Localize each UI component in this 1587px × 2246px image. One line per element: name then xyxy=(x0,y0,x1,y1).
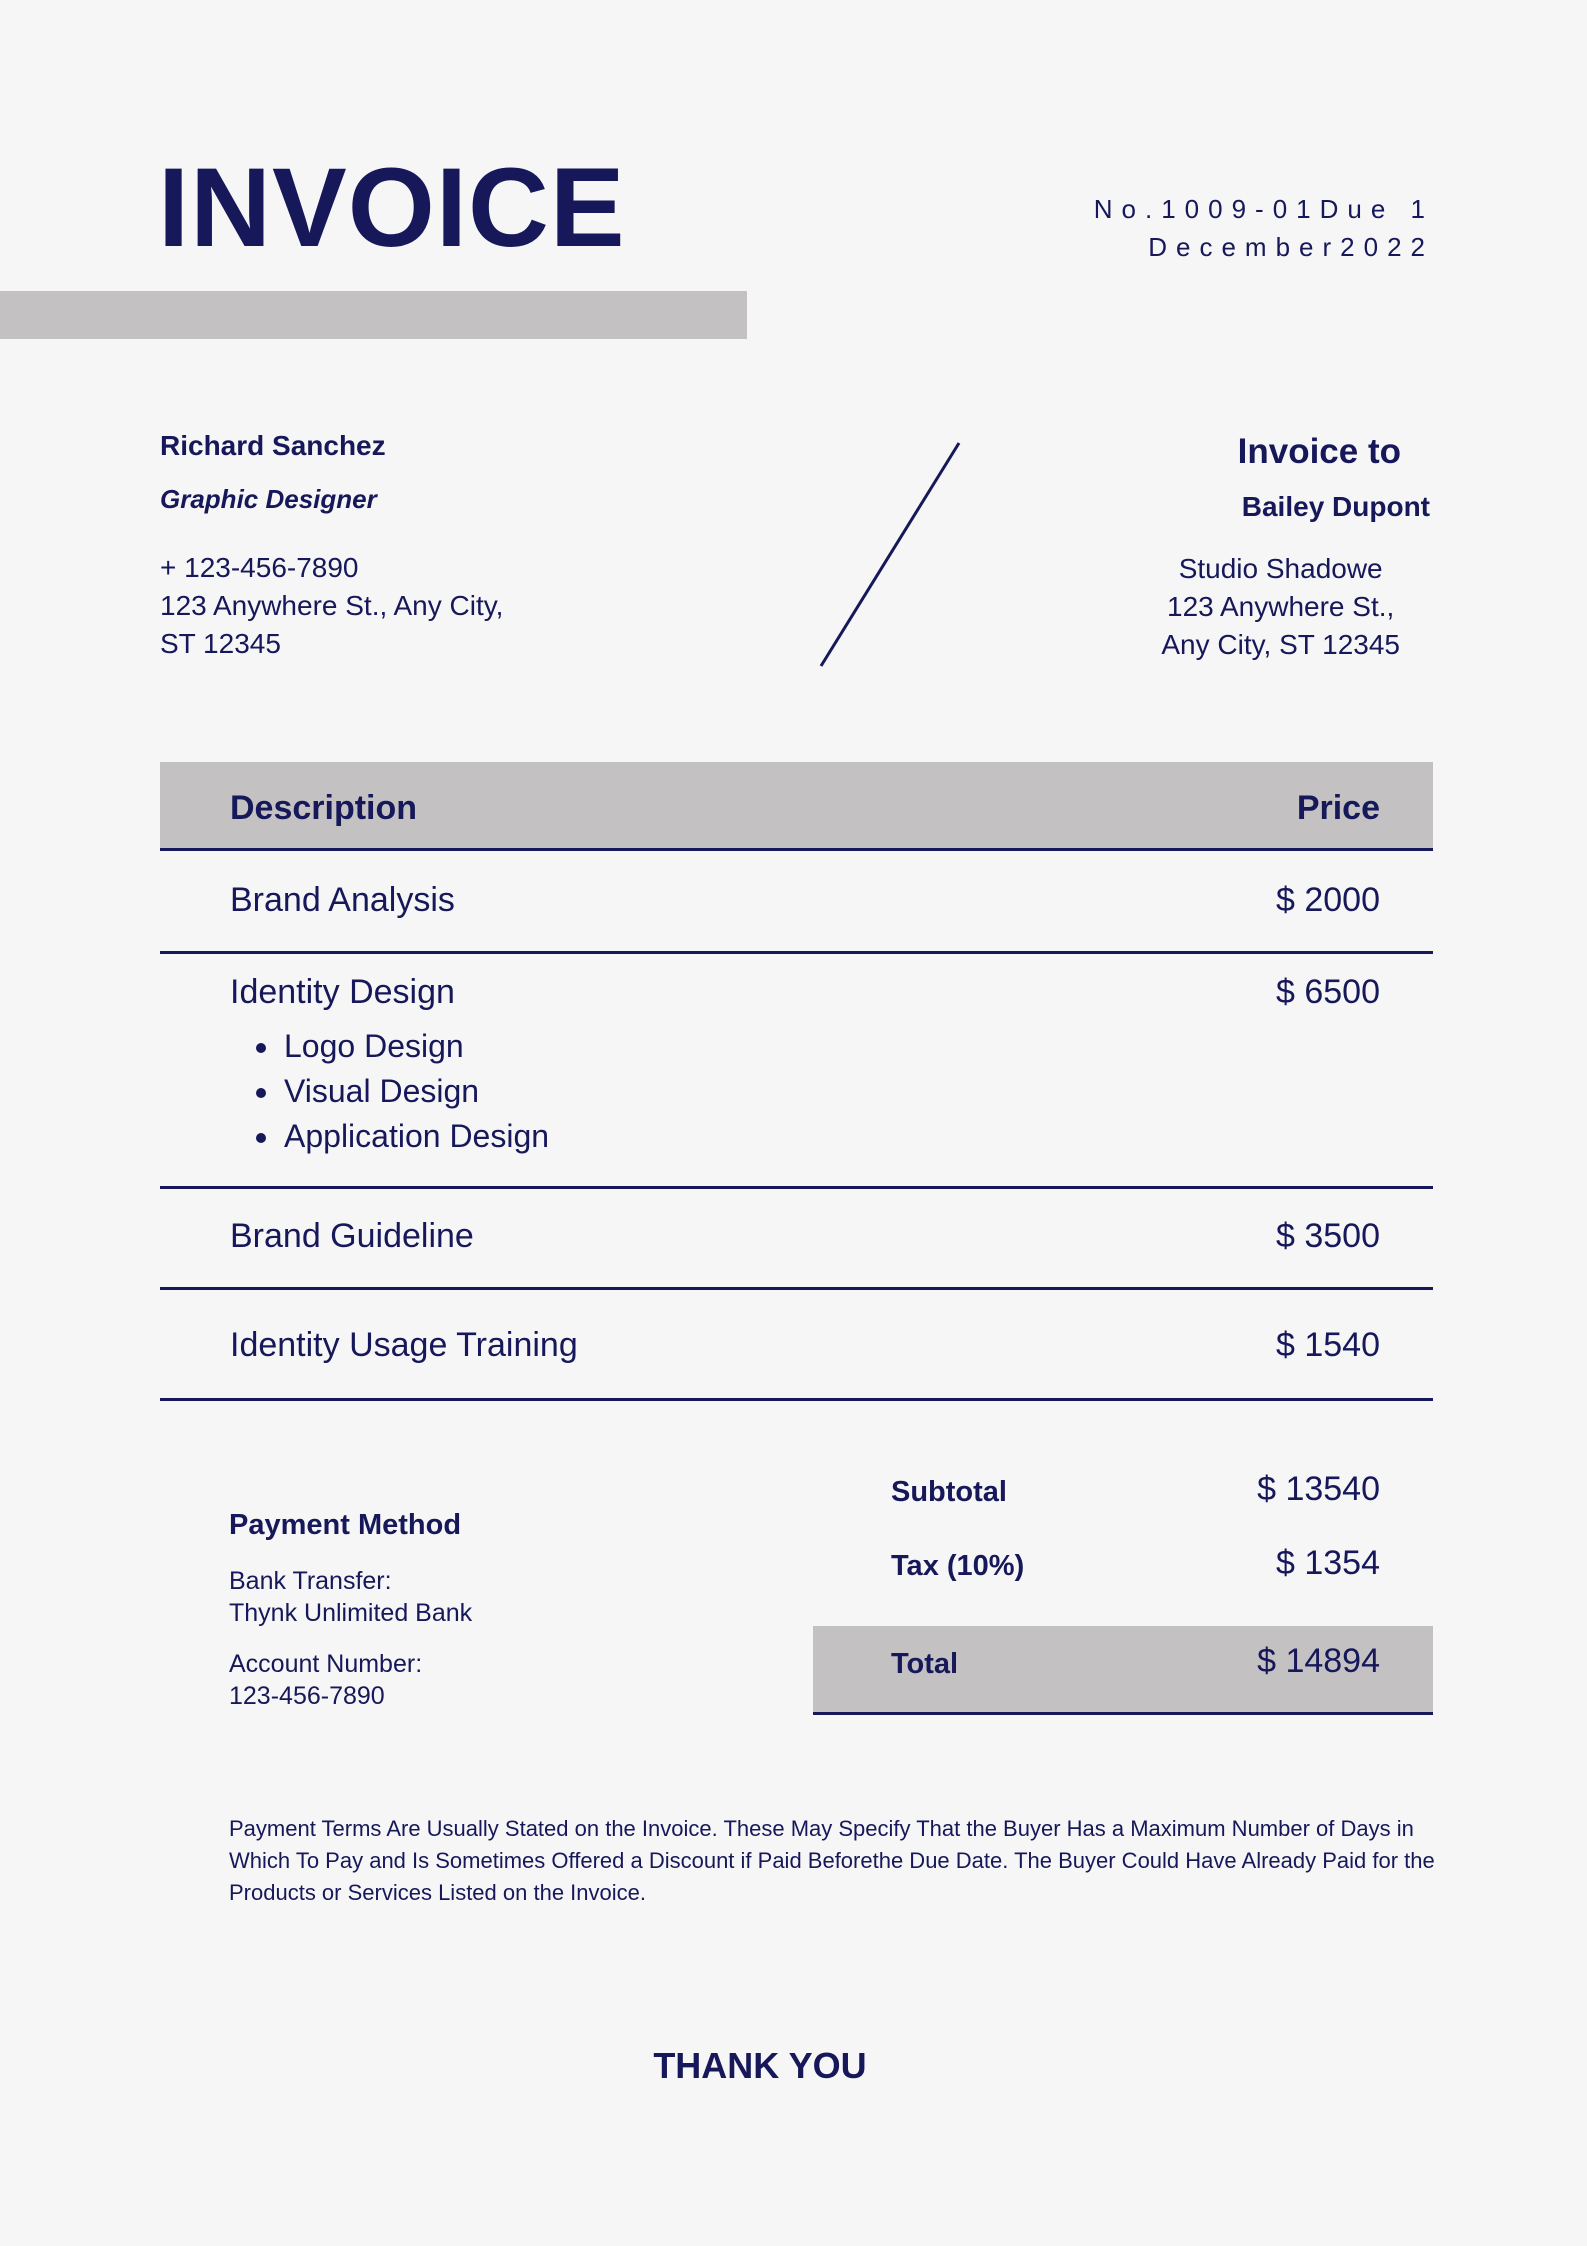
due-date: December2022 xyxy=(1148,232,1434,262)
item-description: Identity Design xyxy=(230,973,455,1011)
invoice-title: INVOICE xyxy=(158,145,626,270)
tax-value: $ 1354 xyxy=(1276,1544,1380,1582)
payment-method-heading: Payment Method xyxy=(229,1509,462,1541)
invoice-number-due-date xyxy=(1094,190,1434,266)
item-description: Brand Guideline xyxy=(230,1217,474,1255)
table-row xyxy=(160,954,1433,1189)
account-number: 123-456-7890 xyxy=(229,1682,385,1710)
subtotal-label: Subtotal xyxy=(891,1476,1007,1508)
payment-bank xyxy=(229,1565,472,1629)
recipient-address-line1: 123 Anywhere St., xyxy=(1167,591,1395,622)
thank-you-text: THANK YOU xyxy=(653,2045,867,2086)
title-underline-bar xyxy=(0,291,747,339)
total-value: $ 14894 xyxy=(1257,1642,1380,1680)
sender-name: Richard Sanchez xyxy=(160,430,386,461)
bank-name: Thynk Unlimited Bank xyxy=(229,1599,473,1627)
item-description: Identity Usage Training xyxy=(230,1326,578,1364)
column-header-description: Description xyxy=(230,789,418,827)
sender-phone: + 123-456-7890 xyxy=(160,552,359,583)
sender-address-line1: 123 Anywhere St., Any City, xyxy=(160,590,504,621)
list-item: • Visual Design xyxy=(282,1069,549,1114)
recipient-address xyxy=(1161,550,1400,664)
invoice-number: No.1009-01Due 1 xyxy=(1093,194,1434,224)
tax-label: Tax (10%) xyxy=(891,1550,1025,1582)
table-row xyxy=(160,1189,1433,1290)
sender-address-line2: ST 12345 xyxy=(160,628,281,659)
invoice-items-table xyxy=(160,762,1433,1401)
item-price: $ 6500 xyxy=(1276,973,1380,1011)
table-header xyxy=(160,762,1433,851)
item-description: Brand Analysis xyxy=(230,881,455,919)
table-row xyxy=(160,851,1433,954)
list-item: • Application Design xyxy=(282,1114,549,1159)
subtotal-value: $ 13540 xyxy=(1257,1470,1380,1508)
item-price: $ 3500 xyxy=(1276,1217,1380,1255)
item-price: $ 1540 xyxy=(1276,1326,1380,1364)
invoice-to-heading: Invoice to xyxy=(1237,432,1401,471)
sender-contact xyxy=(160,549,503,663)
recipient-company: Studio Shadowe xyxy=(1178,553,1383,584)
item-sublist xyxy=(230,1024,549,1159)
list-item: • Logo Design xyxy=(282,1024,549,1069)
bank-transfer-label: Bank Transfer: xyxy=(229,1567,392,1595)
recipient-name: Bailey Dupont xyxy=(1241,491,1430,522)
sender-role: Graphic Designer xyxy=(160,484,377,514)
total-label: Total xyxy=(891,1648,959,1680)
payment-terms-text: Payment Terms Are Usually Stated on the Invoice. These May Specify That the Buyer Has a Maximum Number of Days in Which To Pay and Is Sometimes Offered a Discount if Paid Beforethe Due Date. The Buyer Could Have Already Paid for the Products or Services Listed on the Invoice. xyxy=(229,1816,1435,1905)
payment-account xyxy=(229,1648,422,1712)
table-row xyxy=(160,1290,1433,1401)
account-number-label: Account Number: xyxy=(229,1650,423,1678)
column-header-price: Price xyxy=(1296,789,1380,827)
recipient-address-line2: Any City, ST 12345 xyxy=(1161,629,1400,660)
item-price: $ 2000 xyxy=(1276,881,1380,919)
diagonal-divider xyxy=(818,440,968,670)
